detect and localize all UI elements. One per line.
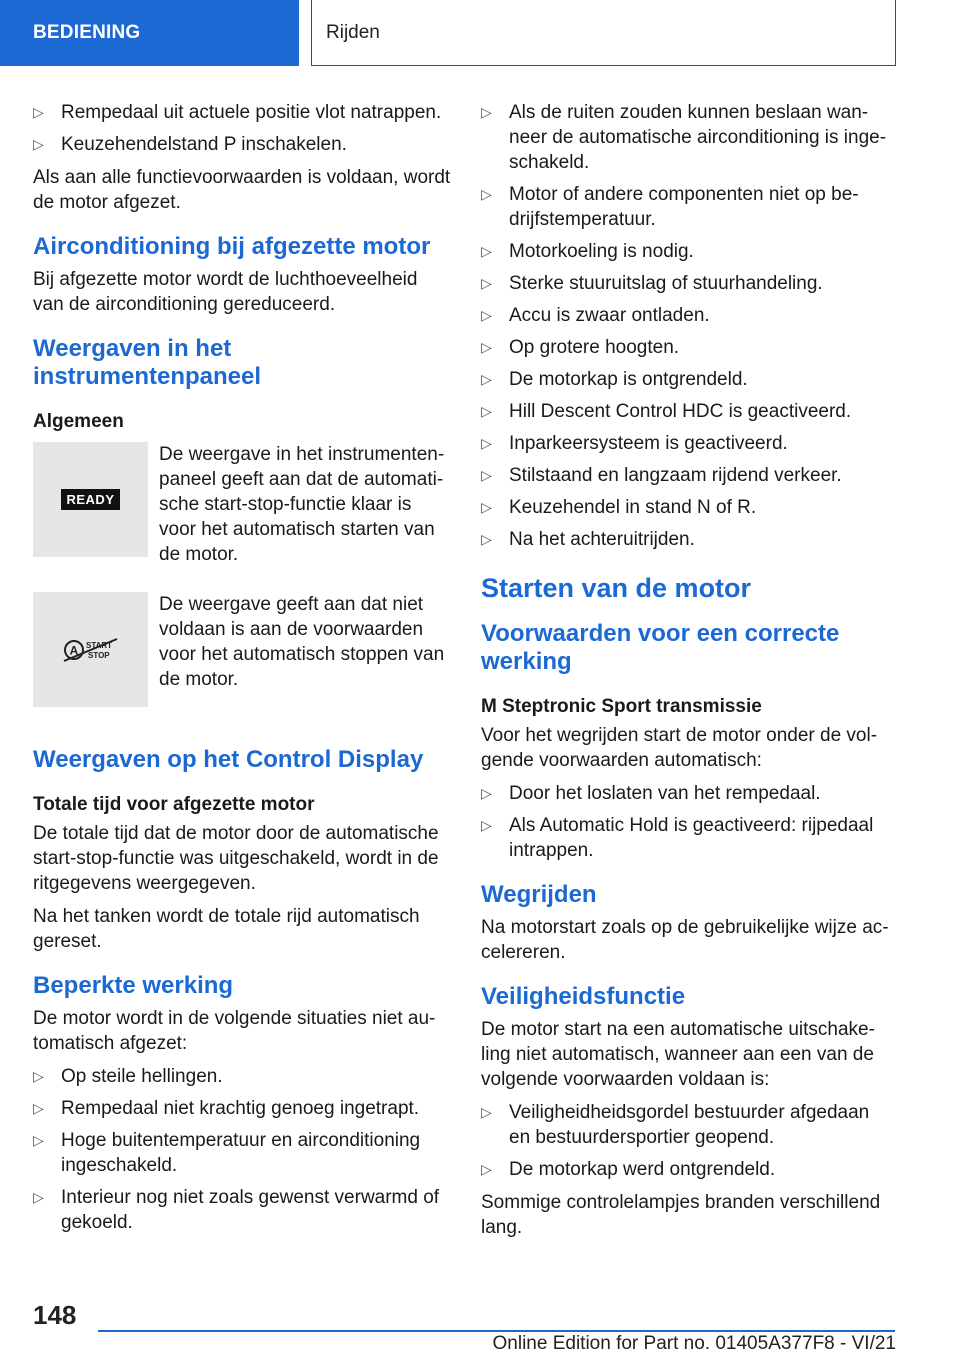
list-item: ▷ Hoge buitentemperatuur en airconditioning ingeschakeld. [33, 1130, 421, 1176]
ready-figure [33, 442, 148, 557]
list-item: ▷ Motorkoeling is nodig. [481, 241, 694, 262]
figure-ready [33, 442, 453, 592]
list-item: ▷ Inparkeersysteem is geactiveerd. [481, 433, 788, 454]
paragraph: Na het tanken wordt de totale rijd automatisch gereset. [33, 906, 420, 952]
triangle-bullet-icon: ▷ [481, 243, 492, 259]
list-item: ▷ Als Automatic Hold is geactiveerd: rijpedaal intrappen. [481, 815, 874, 861]
list-item: ▷ Stilstaand en langzaam rijdend verkeer. [481, 465, 842, 486]
paragraph: Als aan alle functievoorwaarden is voldaan, wordt de motor afgezet. [33, 167, 451, 213]
left-column [33, 100, 453, 1243]
triangle-bullet-icon: ▷ [481, 1104, 492, 1120]
bullet-list [33, 1064, 453, 1235]
list-item: ▷ Rempedaal niet krachtig genoeg ingetrapt. [33, 1098, 420, 1119]
page-header [0, 0, 960, 66]
triangle-bullet-icon: ▷ [33, 104, 44, 120]
triangle-bullet-icon: ▷ [481, 1161, 492, 1177]
edition-note: Online Edition for Part no. 01405A377F8 - VI/21 [492, 1333, 896, 1354]
start-stop-figure [33, 592, 148, 707]
heading-veiligheidsfunctie: Veiligheidsfunctie [481, 983, 686, 1010]
start-stop-off-icon [63, 637, 119, 663]
heading-wegrijden: Wegrijden [481, 881, 597, 908]
paragraph: Sommige controlelampjes branden verschillend lang. [481, 1192, 881, 1238]
list-item: ▷ Op grotere hoogten. [481, 337, 680, 358]
paragraph: De motor wordt in de volgende situaties niet au-tomatisch afgezet: [33, 1008, 436, 1054]
svg-text:STOP: STOP [87, 650, 110, 660]
triangle-bullet-icon: ▷ [481, 499, 492, 515]
triangle-bullet-icon: ▷ [33, 1100, 44, 1116]
triangle-bullet-icon: ▷ [481, 339, 492, 355]
triangle-bullet-icon: ▷ [33, 1068, 44, 1084]
triangle-bullet-icon: ▷ [33, 1132, 44, 1148]
heading-totale-tijd: Totale tijd voor afgezette motor [33, 794, 315, 815]
triangle-bullet-icon: ▷ [33, 1189, 44, 1205]
triangle-bullet-icon: ▷ [481, 371, 492, 387]
paragraph: De totale tijd dat de motor door de automatische start-stop-functie was uitgeschakeld, wordt in de ritgegevens weergegeven. [33, 823, 439, 894]
triangle-bullet-icon: ▷ [481, 307, 492, 323]
list-item: ▷ Na het achteruitrijden. [481, 529, 695, 550]
triangle-bullet-icon: ▷ [481, 435, 492, 451]
list-item: ▷ De motorkap is ontgrendeld. [481, 369, 748, 390]
bullet-list [481, 781, 893, 863]
paragraph: Bij afgezette motor wordt de luchthoeveelheid van de airconditioning gereduceerd. [33, 269, 418, 315]
list-item: ▷ Keuzehendel in stand N of R. [481, 497, 757, 518]
svg-text:A: A [69, 643, 78, 657]
list-item: ▷ Op steile hellingen. [33, 1066, 223, 1087]
triangle-bullet-icon: ▷ [481, 104, 492, 120]
paragraph: Na motorstart zoals op de gebruikelijke wijze ac-celereren. [481, 917, 889, 963]
heading-weergaven: Weergaven in het instrumentenpaneel [33, 335, 262, 390]
list-item: ▷ Rempedaal uit actuele positie vlot natrappen. [33, 102, 442, 123]
list-item: ▷ Als de ruiten zouden kunnen beslaan wan-neer de automatische airconditioning is inge-schakeld. [481, 102, 887, 173]
heading-beperkte-werking: Beperkte werking [33, 972, 234, 999]
figure-caption: De weergave in het instrumenten-paneel geeft aan dat de automati-sche start-stop-functie klaar is voor het automatisch starten van de motor. [159, 444, 445, 565]
figure-caption: De weergave geeft aan dat niet voldaan is aan de voorwaarden voor het automatisch stoppen van de motor. [159, 594, 445, 690]
triangle-bullet-icon: ▷ [481, 785, 492, 801]
list-item: ▷ Accu is zwaar ontladen. [481, 305, 710, 326]
svg-text:START: START [85, 640, 112, 650]
triangle-bullet-icon: ▷ [481, 467, 492, 483]
footer-divider [98, 1330, 895, 1332]
heading-voorwaarden: Voorwaarden voor een correcte werking [481, 620, 840, 675]
heading-control-display: Weergaven op het Control Display [33, 746, 424, 773]
list-item: ▷ Keuzehendelstand P inschakelen. [33, 134, 347, 155]
section-tab: BEDIENING [0, 0, 299, 66]
bullet-list [481, 100, 893, 552]
triangle-bullet-icon: ▷ [481, 186, 492, 202]
paragraph: Voor het wegrijden start de motor onder de vol-gende voorwaarden automatisch: [481, 725, 878, 771]
figure-start-stop [33, 592, 453, 742]
list-item: ▷ Motor of andere componenten niet op be-drijfstemperatuur. [481, 184, 859, 230]
bullet-list [481, 1100, 893, 1182]
heading-steptronic: M Steptronic Sport transmissie [481, 696, 762, 717]
page-number: 148 [33, 1300, 77, 1330]
heading-algemeen: Algemeen [33, 411, 124, 432]
heading-starten: Starten van de motor [481, 573, 752, 603]
paragraph: De motor start na een automatische uitschake-ling niet automatisch, wanneer aan een van de volgende voorwaarden voldaan is: [481, 1019, 875, 1090]
list-item: ▷ Hill Descent Control HDC is geactiveerd. [481, 401, 852, 422]
heading-aircon: Airconditioning bij afgezette motor [33, 233, 431, 260]
triangle-bullet-icon: ▷ [481, 403, 492, 419]
triangle-bullet-icon: ▷ [33, 136, 44, 152]
chapter-title: Rijden [311, 0, 896, 66]
list-item: ▷ Sterke stuuruitslag of stuurhandeling. [481, 273, 823, 294]
list-item: ▷ Veiligheidheidsgordel bestuurder afgedaan en bestuurdersportier geopend. [481, 1102, 870, 1148]
bullet-list [33, 100, 453, 157]
triangle-bullet-icon: ▷ [481, 275, 492, 291]
list-item: ▷ Interieur nog niet zoals gewenst verwarmd of gekoeld. [33, 1187, 440, 1233]
list-item: ▷ Door het loslaten van het rempedaal. [481, 783, 821, 804]
triangle-bullet-icon: ▷ [481, 531, 492, 547]
triangle-bullet-icon: ▷ [481, 817, 492, 833]
list-item: ▷ De motorkap werd ontgrendeld. [481, 1159, 776, 1180]
right-column [481, 100, 893, 1248]
ready-badge-icon: READY [61, 489, 119, 510]
